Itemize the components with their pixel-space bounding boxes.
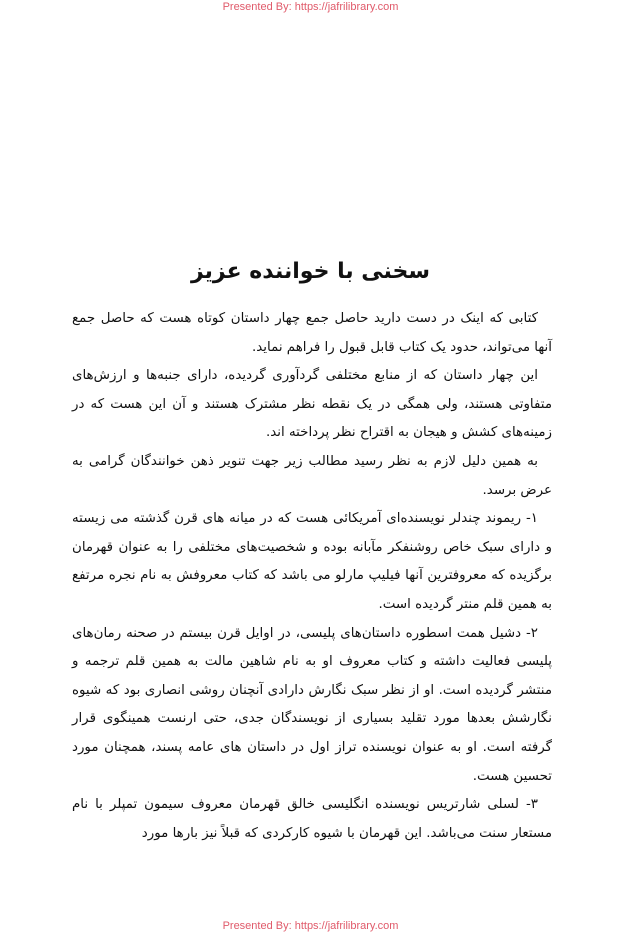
paragraph-stories: این چهار داستان که از منابع مختلفی گردآوری گردیده، دارای جنبه‌ها و ارزش‌های متفاوتی هستند، ولی همگی در یک نقطه نظر مشترک هستند و آن این هست که در زمینه‌های کشش و هیجان به اقتراح نظر پرداخته اند. bbox=[72, 368, 552, 441]
watermark-bottom: Presented By: https://jafrilibrary.com bbox=[222, 920, 399, 932]
paragraph-intro: کتابی که اینک در دست دارید حاصل جمع چهار داستان کوتاه هست که حاصل جمع آنها می‌تواند، حدود یک کتاب قابل قبول را فراهم نماید. bbox=[72, 311, 552, 355]
paragraph-hammett: ۲- دشیل همت اسطوره داستان‌های پلیسی، در اوایل قرن بیستم در صحنه رمان‌های پلیسی فعالیت داشته و کتاب معروف او به نام شاهین مالت به همین قلم ترجمه و منتشر گردیده است. او از نظر سبک نگارش دارادی آنچنان روشی انصاری بود که شیوه نگارشش بعدها مورد تقلید بسیاری از نویسندگان جدی، حتی ارنست همینگوی قرار گرفته است. او به عنوان نویسنده تراز اول در داستان های عامه پسند، همچنان مورد تحسین هست. bbox=[72, 625, 552, 784]
paragraph-chandler: ۱- ریموند چندلر نویسنده‌ای آمریکائی هست که در میانه های قرن گذشته می زیسته و دارای سبک خاص روشنفکر مآبانه بوده و شخصیت‌های مختلفی را به عنوان قهرمان برگزیده که معروفترین آنها فیلیپ مارلو می باشد که کتاب معروفش به نام نجره مرتفع به همین قلم منتر گردیده است. bbox=[72, 511, 552, 612]
body-text bbox=[72, 305, 552, 848]
page-title: سخنی با خواننده عزیز bbox=[190, 258, 430, 284]
paragraph-charteris: ۳- لسلی شارتریس نویسنده انگلیسی خالق قهرمان معروف سیمون تمپلر با نام مستعار سنت می‌باشد. این قهرمان با شیوه کارکردی که قبلاً نیز بارها مورد bbox=[72, 797, 552, 841]
paragraph-reason: به همین دلیل لازم به نظر رسید مطالب زیر جهت تنویر ذهن خوانندگان گرامی به عرض برسد. bbox=[72, 453, 552, 498]
watermark-top: Presented By: https://jafrilibrary.com bbox=[222, 1, 399, 13]
